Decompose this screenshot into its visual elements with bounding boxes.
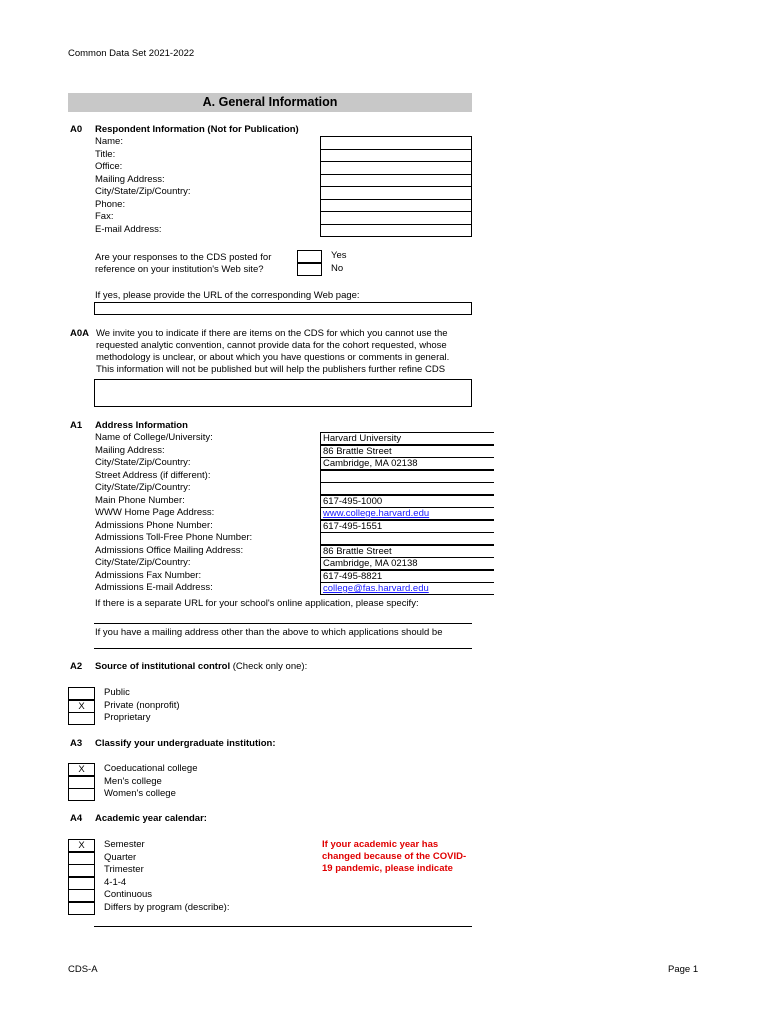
a0-field-input[interactable] [320, 224, 472, 238]
a1-title: Address Information [95, 420, 188, 431]
a0-yes-checkbox[interactable] [297, 250, 322, 263]
a0-yes-label: Yes [331, 250, 347, 261]
a0a-code: A0A [70, 328, 90, 339]
a3-option-label: Coeducational college [104, 763, 198, 774]
a3-code: A3 [70, 738, 83, 749]
a2-option-label: Proprietary [104, 712, 151, 723]
a0-no-checkbox[interactable] [297, 263, 322, 276]
a2-option-label: Public [104, 687, 130, 698]
a0-field-input[interactable] [320, 161, 472, 175]
a3-title: Classify your undergraduate institution: [95, 738, 276, 749]
a0-field-input[interactable] [320, 136, 472, 150]
a1-row-label: Mailing Address: [95, 444, 165, 456]
a1-row-label: WWW Home Page Address: [95, 507, 215, 518]
a1-row-label: City/State/Zip/Country: [95, 557, 191, 568]
a1-row-value[interactable]: www.college.harvard.edu [320, 507, 494, 520]
a4-describe-line [94, 926, 472, 927]
a0-field-label: Phone: [95, 198, 126, 210]
a1-row-label: Name of College/University: [95, 432, 213, 443]
a0-field-input[interactable] [320, 211, 472, 225]
a0-field-label: Name: [95, 136, 123, 147]
a3-option-label: Women's college [104, 788, 176, 799]
a1-row-value[interactable]: Harvard University [320, 432, 494, 445]
a1-row-label: Admissions Phone Number: [95, 519, 213, 531]
a0-title: Respondent Information (Not for Publication) [95, 124, 299, 135]
a0-field-input[interactable] [320, 149, 472, 163]
a1-row-label: Admissions Office Mailing Address: [95, 544, 244, 556]
a4-covid-note-line-2: changed because of the COVID- [322, 851, 467, 862]
a0-no-label: No [331, 263, 344, 274]
a4-checkbox[interactable] [68, 864, 95, 877]
a0-code: A0 [70, 124, 83, 135]
a1-row-label: Street Address (if different): [95, 469, 211, 481]
a0a-line-3: methodology is unclear, or about which you have questions or comments in general. [96, 352, 450, 363]
a0-field-label: Mailing Address: [95, 173, 165, 185]
a4-option-label: Continuous [104, 889, 153, 900]
a1-row-value[interactable]: college@fas.harvard.edu [320, 582, 494, 595]
a1-mailing-other-prompt: If you have a mailing address other than the above to which applications should be [95, 627, 443, 638]
a4-title: Academic year calendar: [95, 813, 207, 824]
a1-mailing-other-line [94, 648, 472, 649]
a0-posted-question-line2: reference on your institution's Web site? [95, 264, 264, 275]
a1-row-label: City/State/Zip/Country: [95, 482, 191, 493]
a0a-line-2: requested analytic convention, cannot provide data for the cohort requested, whose [96, 340, 447, 351]
a0-url-input[interactable] [94, 302, 472, 315]
a1-code: A1 [70, 420, 83, 431]
a0-url-prompt: If yes, please provide the URL of the corresponding Web page: [95, 290, 360, 301]
a4-option-label: Semester [104, 839, 145, 850]
a0-field-label: E-mail Address: [95, 223, 162, 235]
a4-code: A4 [70, 813, 83, 824]
a4-option-label: Differs by program (describe): [104, 901, 230, 913]
a1-row-value[interactable]: 86 Brattle Street [320, 445, 494, 458]
a1-row-label: Main Phone Number: [95, 494, 185, 506]
a0-field-input[interactable] [320, 199, 472, 213]
a0-posted-question-line1: Are your responses to the CDS posted for [95, 252, 272, 263]
a1-row-value[interactable]: 617-495-1000 [320, 495, 494, 508]
a4-checkbox[interactable] [68, 902, 95, 915]
a3-checkbox[interactable] [68, 788, 95, 801]
a0-field-label: Title: [95, 148, 116, 160]
a0-field-label: Fax: [95, 211, 114, 222]
a3-checkbox[interactable]: X [68, 763, 95, 776]
a4-checkbox[interactable] [68, 889, 95, 902]
a2-checkbox[interactable] [68, 687, 95, 700]
a0a-line-1: We invite you to indicate if there are items on the CDS for which you cannot use the [96, 328, 448, 339]
footer-section-code: CDS-A [68, 964, 98, 975]
a1-online-app-prompt: If there is a separate URL for your school's online application, please specify: [95, 598, 419, 609]
a1-row-label: City/State/Zip/Country: [95, 457, 191, 468]
a1-online-app-line [94, 623, 472, 624]
a0-field-input[interactable] [320, 174, 472, 188]
a0-field-label: Office: [95, 161, 123, 172]
a1-row-label: Admissions Fax Number: [95, 569, 202, 581]
a0a-comment-input[interactable] [94, 379, 472, 407]
a2-code: A2 [70, 661, 83, 672]
a1-row-value[interactable]: 617-495-1551 [320, 520, 494, 533]
a0-field-input[interactable] [320, 186, 472, 200]
a4-checkbox[interactable] [68, 877, 95, 890]
a2-checkbox[interactable]: X [68, 700, 95, 713]
a0a-line-4: This information will not be published but will help the publishers further refine CDS [96, 364, 446, 375]
a3-option-label: Men's college [104, 775, 162, 787]
a1-row-value[interactable]: Cambridge, MA 02138 [320, 457, 494, 470]
a4-checkbox[interactable] [68, 852, 95, 865]
a3-checkbox[interactable] [68, 776, 95, 789]
a1-row-label: Admissions E-mail Address: [95, 582, 213, 593]
a1-row-value[interactable] [320, 470, 494, 483]
footer-page-number: Page 1 [668, 964, 699, 975]
a4-covid-note-line-1: If your academic year has [322, 839, 439, 850]
a4-option-label: Trimester [104, 864, 144, 875]
a4-covid-note-line-3: 19 pandemic, please indicate [322, 863, 453, 874]
a4-option-label: 4-1-4 [104, 876, 127, 888]
a1-row-value[interactable] [320, 482, 494, 495]
a2-checkbox[interactable] [68, 712, 95, 725]
a2-title: Source of institutional control (Check only one): [95, 661, 308, 672]
a1-row-value[interactable] [320, 532, 494, 545]
a4-option-label: Quarter [104, 851, 137, 863]
document-title: Common Data Set 2021-2022 [68, 48, 195, 59]
a1-row-label: Admissions Toll-Free Phone Number: [95, 532, 253, 543]
a1-row-value[interactable]: Cambridge, MA 02138 [320, 557, 494, 570]
a4-checkbox[interactable]: X [68, 839, 95, 852]
a1-row-value[interactable]: 86 Brattle Street [320, 545, 494, 558]
a0-field-label: City/State/Zip/Country: [95, 186, 191, 197]
a2-option-label: Private (nonprofit) [104, 699, 180, 711]
section-title: A. General Information [68, 93, 472, 112]
a1-row-value[interactable]: 617-495-8821 [320, 570, 494, 583]
